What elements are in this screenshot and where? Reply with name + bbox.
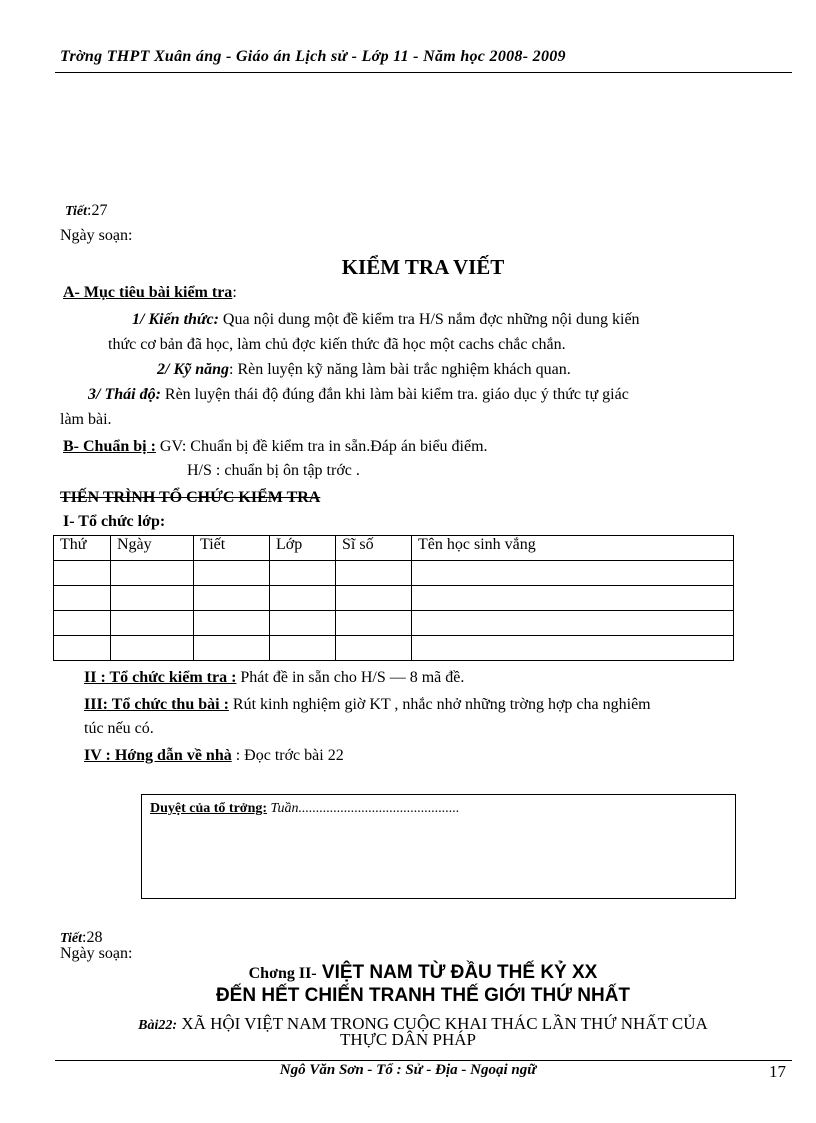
knowledge-line: 1/ Kiến thức: Qua nội dung một đề kiểm tra H/S nắm đợc những nội dung kiến — [132, 311, 640, 328]
table-row — [54, 636, 734, 661]
col-header: Lớp — [270, 536, 336, 561]
tiet-number: :27 — [87, 202, 108, 219]
table-row — [54, 561, 734, 586]
page-title: KIỂM TRA VIẾT — [341, 255, 505, 279]
step-4-line: IV : Hớng dẫn về nhà : Đọc trớc bài 22 — [84, 747, 344, 764]
approval-line: Duyệt của tổ trởng: Tuần.............................................. — [150, 801, 460, 816]
lesson-title-2: THỰC DÂN PHÁP — [340, 1030, 476, 1049]
step-2-line: II : Tổ chức kiểm tra : Phát đề in sẵn cho H/S — 8 mã đề. — [84, 669, 465, 686]
table-row — [54, 611, 734, 636]
step-3-line-2: túc nếu có. — [84, 720, 154, 737]
process-heading: TIẾN TRÌNH TỔ CHỨC KIỂM TRA — [60, 489, 321, 506]
page-number: 17 — [769, 1062, 786, 1081]
org-class-heading: I- Tổ chức lớp: — [63, 513, 166, 530]
chapter-title-2: ĐẾN HẾT CHIẾN TRANH THẾ GIỚI THỨ NHẤT — [215, 985, 631, 1006]
skill-line: 2/ Kỹ năng: Rèn luyện kỹ năng làm bài trắc nghiệm khách quan. — [157, 361, 571, 378]
section-a-heading: A- Mục tiêu bài kiểm tra: — [63, 284, 237, 301]
approval-box — [141, 794, 736, 899]
col-header: Ngày — [111, 536, 194, 561]
step-3-line: III: Tổ chức thu bài : Rút kinh nghiệm giờ KT , nhắc nhở những trờng hợp cha nghiêm — [84, 696, 651, 713]
page-footer: Ngô Văn Sơn - Tổ : Sử - Địa - Ngoại ngữ — [279, 1062, 537, 1078]
col-header: Tiết — [194, 536, 270, 561]
chapter-title: Chơng II- VIỆT NAM TỪ ĐẦU THẾ KỶ XX — [248, 962, 598, 983]
tiet-label: Tiết — [65, 204, 88, 219]
col-header: Thứ — [54, 536, 111, 561]
attitude-line-2: làm bài. — [60, 411, 112, 428]
header-divider — [55, 72, 792, 73]
lesson-title: Bài22: XÃ HỘI VIỆT NAM TRONG CUỘC KHAI THÁC LẦN THỨ NHẤT CỦA — [138, 1014, 708, 1033]
page-header: Trờng THPT Xuân áng - Giáo án Lịch sử - Lớp 11 - Năm học 2008- 2009 — [60, 48, 566, 65]
lesson-number-28: Tiết:28 — [60, 929, 103, 946]
prep-hs-line: H/S : chuẩn bị ôn tập trớc . — [187, 462, 360, 479]
footer-divider — [55, 1060, 792, 1061]
lesson-number — [65, 201, 107, 222]
attendance-table — [53, 535, 734, 661]
attitude-line: 3/ Thái độ: Rèn luyện thái độ đúng đắn khi làm bài kiểm tra. giáo dục ý thức tự giác — [88, 386, 629, 403]
section-b-line: B- Chuẩn bị : GV: Chuẩn bị đề kiểm tra in sẵn.Đáp án biểu điểm. — [63, 438, 488, 455]
date-label-28: Ngày soạn: — [60, 945, 133, 962]
date-label: Ngày soạn: — [60, 227, 133, 244]
table-row — [54, 586, 734, 611]
table-header-row — [54, 536, 734, 561]
knowledge-line-2: thức cơ bản đã học, làm chủ đợc kiến thức đã học một cachs chắc chắn. — [108, 336, 566, 353]
col-header: Tên học sinh vắng — [412, 536, 734, 561]
col-header: Sĩ số — [336, 536, 412, 561]
